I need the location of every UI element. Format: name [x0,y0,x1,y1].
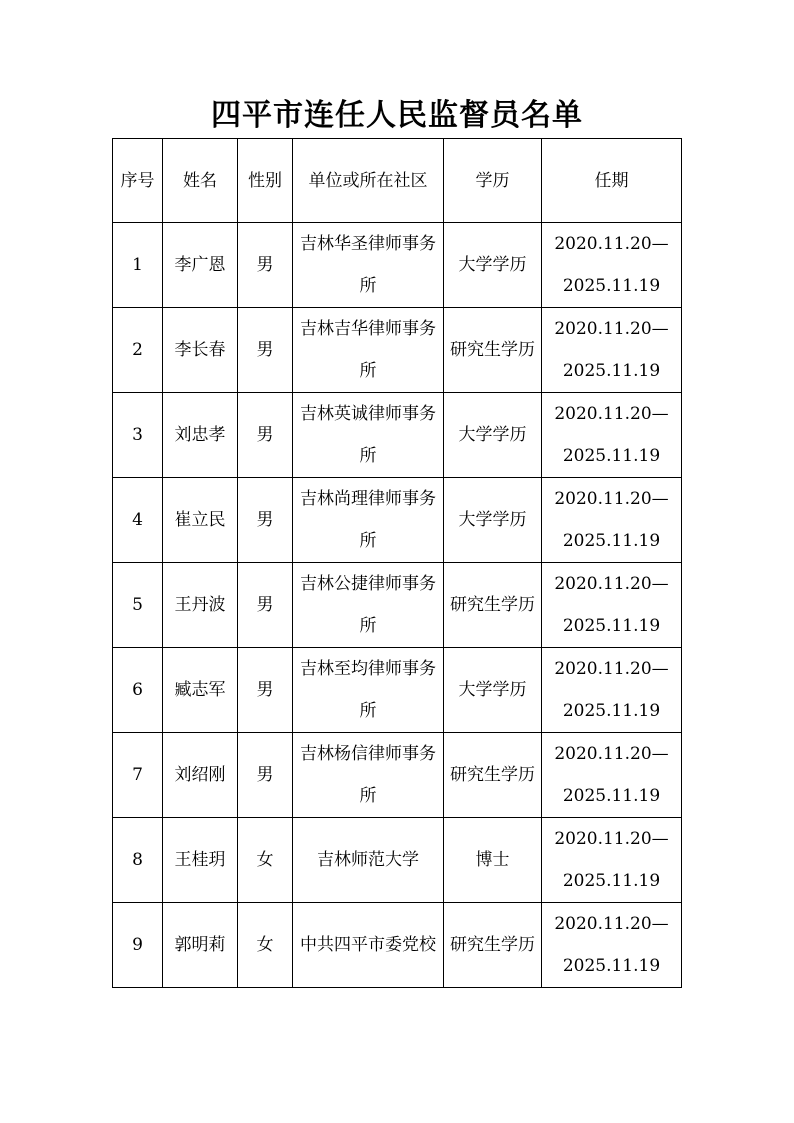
term-end: 2025.11.19 [562,531,661,551]
cell-name: 李长春 [163,308,238,393]
term-start: 2020.11.20— [554,829,669,849]
cell-term [542,393,682,478]
header-education: 学历 [444,139,542,223]
header-unit: 单位或所在社区 [293,139,444,223]
term-end: 2025.11.19 [562,871,661,891]
cell-unit: 吉林吉华律师事务所 [293,308,444,393]
term-end: 2025.11.19 [562,361,661,381]
supervisor-table [112,138,682,988]
cell-sex: 男 [238,478,293,563]
term-end: 2025.11.19 [562,956,661,976]
table-row [113,648,682,733]
term-start: 2020.11.20— [554,574,669,594]
cell-unit: 中共四平市委党校 [293,903,444,988]
cell-seq: 4 [113,478,163,563]
cell-sex: 男 [238,733,293,818]
cell-seq: 3 [113,393,163,478]
cell-name: 王桂玥 [163,818,238,903]
cell-seq: 7 [113,733,163,818]
cell-unit: 吉林华圣律师事务所 [293,223,444,308]
term-end: 2025.11.19 [562,616,661,636]
header-row [113,139,682,223]
cell-term [542,903,682,988]
table-row [113,223,682,308]
term-end: 2025.11.19 [562,276,661,296]
cell-seq: 6 [113,648,163,733]
cell-term [542,648,682,733]
cell-unit: 吉林杨信律师事务所 [293,733,444,818]
cell-sex: 男 [238,563,293,648]
page-title: 四平市连任人民监督员名单 [211,98,583,133]
cell-term [542,818,682,903]
header-name: 姓名 [163,139,238,223]
cell-name: 王丹波 [163,563,238,648]
table-row [113,903,682,988]
term-end: 2025.11.19 [562,786,661,806]
table-row [113,393,682,478]
cell-term [542,223,682,308]
table-row [113,818,682,903]
term-start: 2020.11.20— [554,744,669,764]
cell-education: 研究生学历 [444,903,542,988]
cell-unit: 吉林英诚律师事务所 [293,393,444,478]
cell-seq: 1 [113,223,163,308]
cell-name: 郭明莉 [163,903,238,988]
cell-seq: 5 [113,563,163,648]
cell-term [542,478,682,563]
cell-sex: 女 [238,818,293,903]
cell-unit: 吉林尚理律师事务所 [293,478,444,563]
term-end: 2025.11.19 [562,446,661,466]
table-row [113,733,682,818]
table-row [113,308,682,393]
cell-unit: 吉林师范大学 [293,818,444,903]
table-row [113,478,682,563]
cell-sex: 男 [238,308,293,393]
term-start: 2020.11.20— [554,489,669,509]
cell-term [542,308,682,393]
cell-sex: 女 [238,903,293,988]
term-start: 2020.11.20— [554,914,669,934]
header-sex: 性别 [238,139,293,223]
cell-sex: 男 [238,393,293,478]
cell-education: 研究生学历 [444,733,542,818]
cell-education: 博士 [444,818,542,903]
cell-education: 大学学历 [444,648,542,733]
cell-seq: 8 [113,818,163,903]
term-start: 2020.11.20— [554,659,669,679]
term-start: 2020.11.20— [554,234,669,254]
cell-seq: 2 [113,308,163,393]
header-term: 任期 [542,139,682,223]
cell-education: 大学学历 [444,223,542,308]
cell-unit: 吉林公捷律师事务所 [293,563,444,648]
cell-term [542,563,682,648]
term-start: 2020.11.20— [554,404,669,424]
cell-term [542,733,682,818]
cell-name: 刘绍刚 [163,733,238,818]
cell-name: 臧志军 [163,648,238,733]
header-seq: 序号 [113,139,163,223]
term-start: 2020.11.20— [554,319,669,339]
cell-education: 研究生学历 [444,308,542,393]
cell-sex: 男 [238,648,293,733]
cell-seq: 9 [113,903,163,988]
cell-unit: 吉林至均律师事务所 [293,648,444,733]
cell-education: 大学学历 [444,393,542,478]
cell-education: 研究生学历 [444,563,542,648]
cell-sex: 男 [238,223,293,308]
cell-education: 大学学历 [444,478,542,563]
cell-name: 李广恩 [163,223,238,308]
cell-name: 刘忠孝 [163,393,238,478]
term-end: 2025.11.19 [562,701,661,721]
table-row [113,563,682,648]
cell-name: 崔立民 [163,478,238,563]
